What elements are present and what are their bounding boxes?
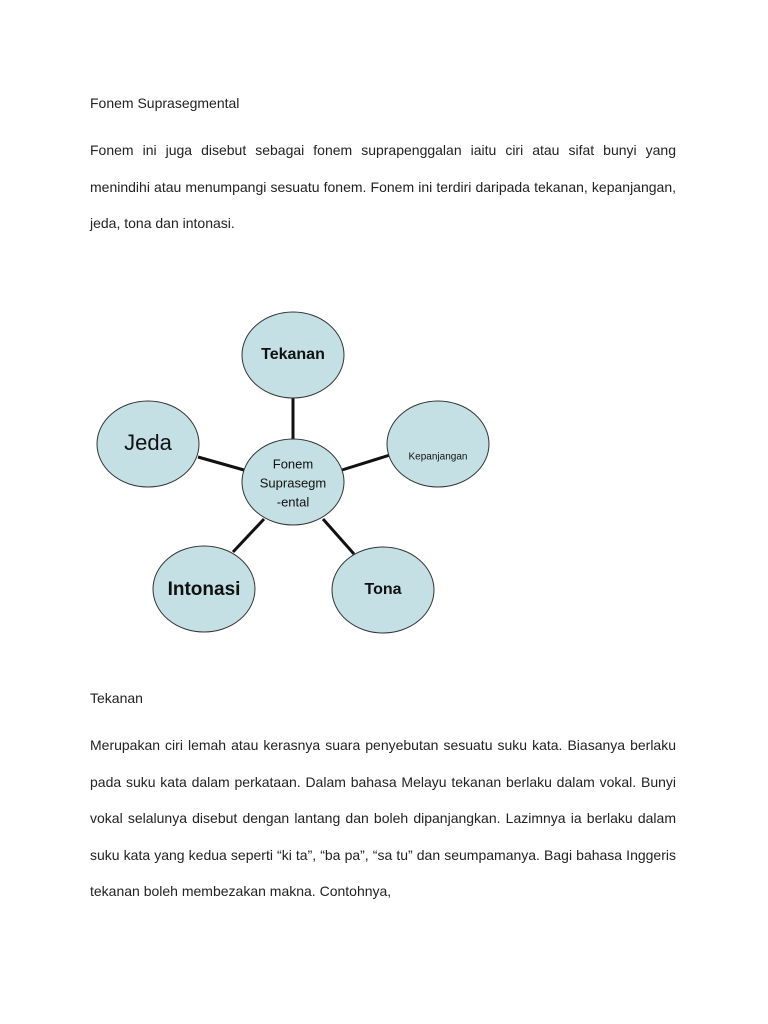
node-tekanan xyxy=(242,312,344,398)
node-tekanan-label: Tekanan xyxy=(261,346,325,364)
node-intonasi-label: Intonasi xyxy=(167,579,241,601)
node-center-fonem-suprasegmental xyxy=(242,439,344,525)
connector-jeda xyxy=(198,457,244,470)
connector-intonasi xyxy=(233,519,264,552)
node-tona-label: Tona xyxy=(364,581,402,599)
center-label-line-1: Fonem xyxy=(272,456,314,472)
suprasegmental-diagram xyxy=(90,300,510,640)
node-intonasi xyxy=(153,546,255,632)
center-label-line-2: Suprasegm xyxy=(259,475,327,491)
connector-kepanjangan xyxy=(342,455,390,470)
diagram-svg xyxy=(90,300,510,640)
connector-tona xyxy=(323,519,354,554)
node-tona xyxy=(332,547,434,633)
node-kepanjangan-label: Kepanjangan xyxy=(408,451,468,463)
paragraph-tekanan: Merupakan ciri lemah atau kerasnya suara penyebutan sesuatu suku kata. Biasanya berlaku pada suku kata dalam perkataan. Dalam bahasa Melayu tekanan berlaku dalam vokal. Bunyi vokal selalunya disebut dengan lantang dan boleh dipanjangkan. Lazimnya ia berlaku dalam suku kata yang kedua seperti “ki ta”, “ba pa”, “sa tu” dan seumpamanya. Bagi bahasa Inggeris tekanan boleh membezakan makna. Contohnya, xyxy=(90,737,676,899)
section-heading-fonem-suprasegmental: Fonem Suprasegmental xyxy=(90,95,240,111)
node-jeda xyxy=(97,401,199,487)
section-heading-tekanan: Tekanan xyxy=(90,690,143,706)
node-kepanjangan xyxy=(387,401,489,487)
center-label-line-3: -ental xyxy=(276,494,310,510)
node-jeda-label: Jeda xyxy=(124,429,172,455)
paragraph-fonem-suprasegmental: Fonem ini juga disebut sebagai fonem suprapenggalan iaitu ciri atau sifat bunyi yang menindihi atau menumpangi sesuatu fonem. Fonem ini terdiri daripada tekanan, kepanjangan, jeda, tona dan intonasi. xyxy=(90,142,676,231)
